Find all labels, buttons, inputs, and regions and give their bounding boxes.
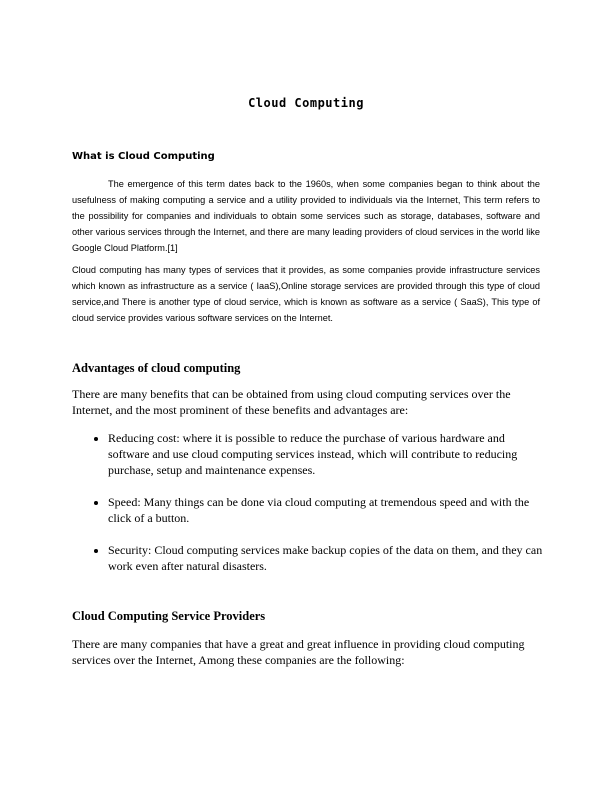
- paragraph: Cloud computing has many types of services that it provides, as some companies provide infrastructure services which known as infrastructure as a service ( IaaS),Online storage services are provided through this type of cloud service,and There is another type of cloud service, which is known as software as a service ( SaaS), This type of cloud service provides various software services on the Internet.: [72, 265, 540, 323]
- list-item: • Reducing cost: where it is possible to reduce the purchase of various hardware and software and use cloud computing services instead, which will contribute to reducing purchase, setup and maintenance expenses.: [108, 430, 548, 478]
- paragraph: There are many benefits that can be obtained from using cloud computing services over the Internet, and the most prominent of these benefits and advantages are:: [72, 387, 511, 417]
- bullet-list: [90, 494, 548, 526]
- list-item: • Security: Cloud computing services make backup copies of the data on them, and they can work even after natural disasters.: [108, 542, 548, 574]
- paragraph: The emergence of this term dates back to the 1960s, when some companies began to think about the usefulness of making computing a service and a utility provided to individuals via the Internet, This term refers to the possibility for companies and individuals to obtain some services such as storage, databases, software and other various services through the Internet, and there are many leading providers of cloud services in the world like Google Cloud Platform.[1]: [72, 179, 540, 253]
- list-item: • Speed: Many things can be done via cloud computing at tremendous speed and with the click of a button.: [108, 494, 548, 526]
- paragraph: There are many companies that have a great and great influence in providing cloud computing services over the Internet, Among these companies are the following:: [72, 637, 525, 667]
- section-heading-what-is-cloud: What is Cloud Computing: [72, 151, 215, 162]
- bullet-list: [90, 542, 548, 574]
- section-heading-providers: Cloud Computing Service Providers: [72, 609, 266, 623]
- bullet-list: [90, 430, 548, 478]
- section-heading-advantages: Advantages of cloud computing: [72, 361, 241, 375]
- document-title: Cloud Computing: [248, 96, 364, 110]
